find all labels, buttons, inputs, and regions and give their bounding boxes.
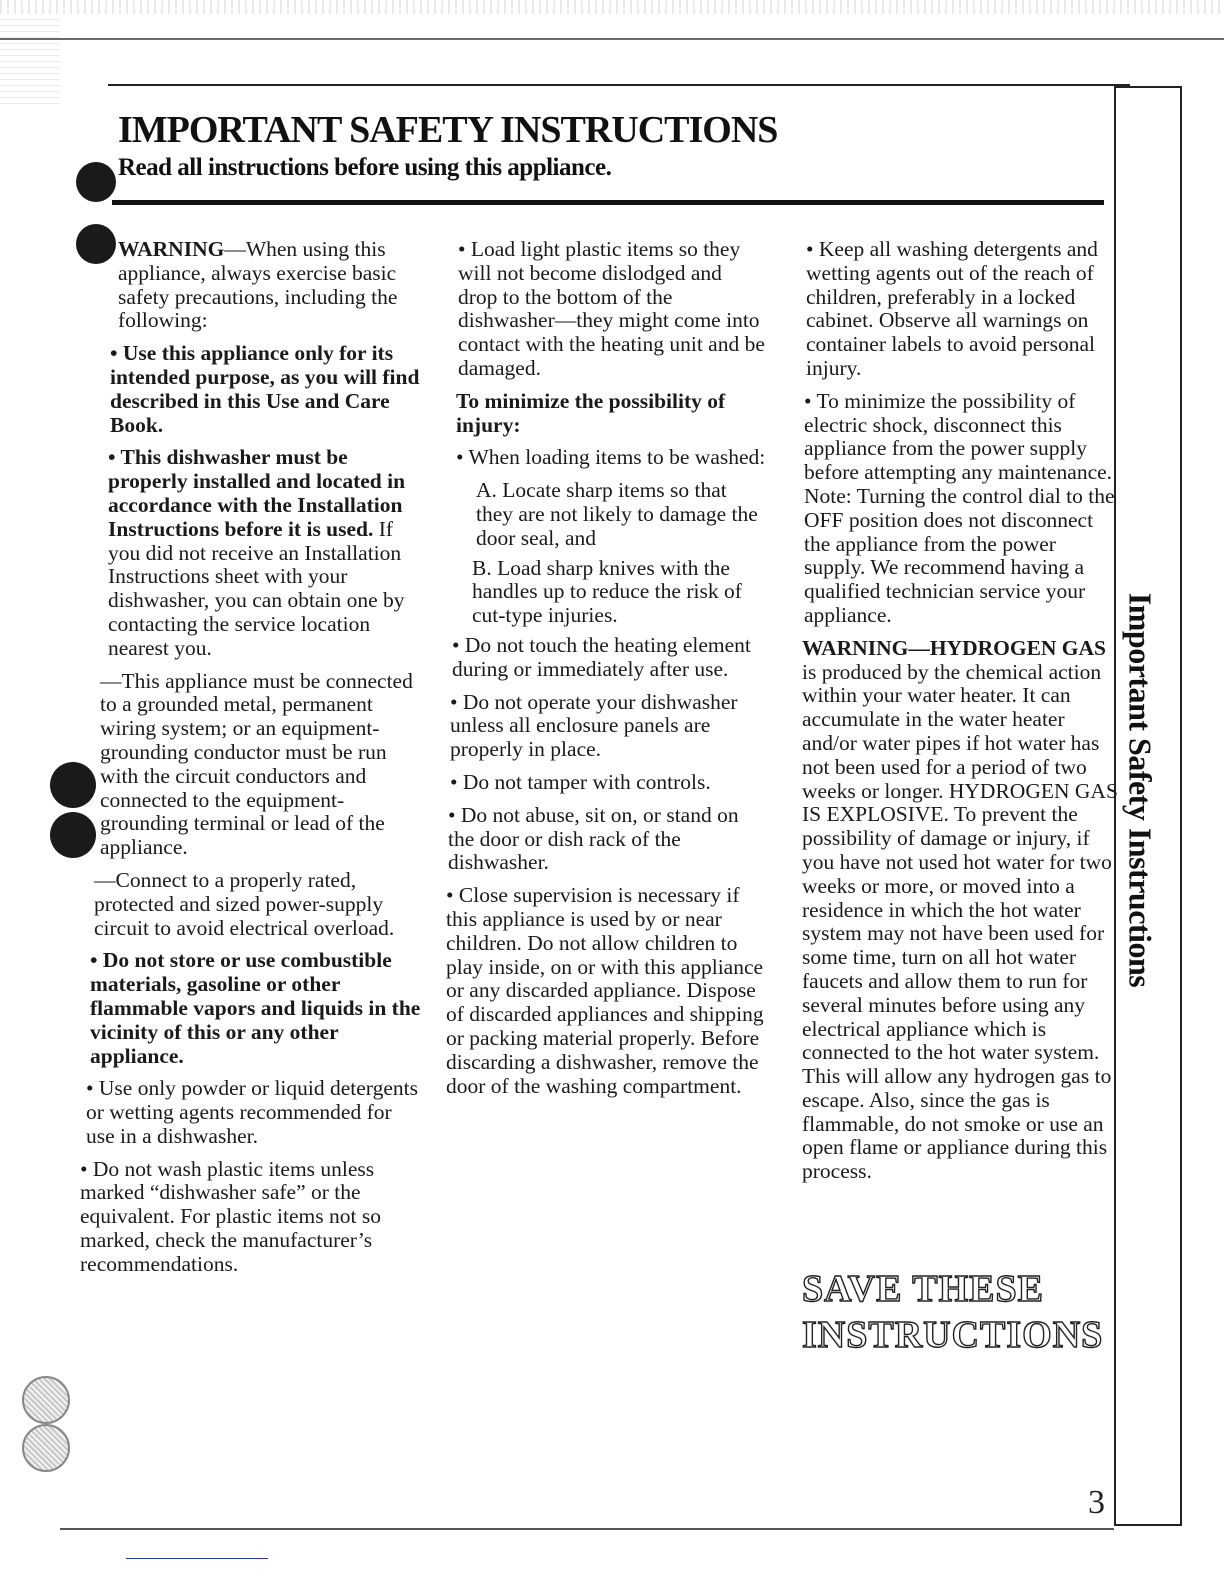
safety-bullet: • Do not abuse, sit on, or stand on the door or dish rack of the dishwasher. [448, 802, 739, 875]
safety-bullet: • Do not store or use combustible materials, gasoline or other flammable vapors and liquids in the vicinity of this or any other appliance. [90, 948, 421, 1068]
scan-noise-left [0, 14, 60, 104]
page-title: IMPORTANT SAFETY INSTRUCTIONS [118, 109, 778, 151]
binder-hole-icon [76, 162, 116, 202]
column-right [800, 238, 1118, 1193]
hydrogen-warning: WARNING—HYDROGEN GAS is produced by the chemical action within your water heater. It can accumulate in the water heater and/or water pipes if hot water has not been used for a period of two weeks or longer. HYDROGEN GAS IS EXPLOSIVE. To prevent the possibility of damage or injury, if you have not used hot water for two weeks or more, or moved into a residence in which the hot water system may not have been used for some time, turn on all hot water faucets and allow them to run for several minutes before using any electrical appliance which is connected to the hot water system. This will allow any hydrogen gas to escape. Also, since the gas is flammable, do not smoke or use an open flame or appliance during this process. [802, 635, 1118, 1184]
warning-label: WARNING—HYDROGEN GAS [802, 635, 1107, 660]
section-tab [1118, 578, 1162, 1002]
safety-bullet: • This dishwasher must be properly installed and located in accordance with the Installation Instructions before it is used. If you did not receive an Installation Instructions sheet with your dishwasher, you can obtain one by contacting the service location nearest you. [108, 445, 406, 660]
column-left [80, 237, 424, 1286]
safety-bullet: • Do not wash plastic items unless marked “dishwasher safe” or the equivalent. For plastic items not so marked, check the manufacturer’s recommendations. [80, 1156, 381, 1276]
list-item: B. Load sharp knives with the handles up to reduce the risk of cut-type injuries. [472, 555, 742, 628]
warning-paragraph: WARNING—When using this appliance, always exercise basic safety precautions, including the following: [118, 237, 398, 333]
warning-label: WARNING [118, 237, 225, 261]
section-tab-label: Important Safety Instructions [1122, 592, 1159, 988]
list-item: A. Locate sharp items so that they are not likely to damage the door seal, and [476, 478, 758, 550]
bottom-rule [60, 1528, 1114, 1530]
safety-paragraph: —Connect to a properly rated, protected and sized power-supply circuit to avoid electrical overload. [94, 867, 395, 940]
bottom-underline [126, 1558, 268, 1559]
column-middle [446, 238, 766, 1107]
scan-noise-top [0, 0, 1224, 14]
top-rule [0, 38, 1224, 40]
binder-hole-icon [22, 1424, 70, 1472]
page-number: 3 [1088, 1484, 1105, 1521]
section-heading: To minimize the possibility of injury: [456, 388, 726, 437]
safety-bullet: • Use this appliance only for its intended purpose, as you will find described in this Use and Care Book. [110, 341, 420, 437]
safety-bullet: • Load light plastic items so they will not become dislodged and drop to the bottom of the dishwasher—they might come into contact with the heating unit and be damaged. [458, 237, 765, 380]
header-rule [108, 84, 1130, 86]
page-subtitle: Read all instructions before using this appliance. [118, 154, 612, 181]
safety-bullet: • Do not tamper with controls. [450, 769, 711, 794]
safety-bullet: • Close supervision is necessary if this appliance is used by or near children. Do not allow children to play inside, on or with this appliance or any discarded appliance. Dispose of discarded appliances and shipping or packing material properly. Before discarding a dishwasher, remove the door of the washing compartment. [446, 883, 764, 1098]
save-instructions-heading: SAVE THESE INSTRUCTIONS [802, 1268, 1104, 1356]
title-rule [112, 200, 1104, 205]
safety-bullet: • To minimize the possibility of electric shock, disconnect this appliance from the power supply before attempting any maintenance. Note: Turning the control dial to the OFF position does not disconnect the appliance from the power supply. We recommend having a qualified technician service your appliance. [804, 388, 1115, 627]
safety-bullet: • When loading items to be washed: [456, 445, 766, 470]
binder-hole-icon [22, 1376, 70, 1424]
safety-bullet: • Use only powder or liquid detergents or wetting agents recommended for use in a dishwasher. [86, 1076, 418, 1148]
safety-bullet: • Keep all washing detergents and wetting agents out of the reach of children, preferably in a locked cabinet. Observe all warnings on container labels to avoid personal injury. [806, 237, 1098, 380]
safety-paragraph: —This appliance must be connected to a grounded metal, permanent wiring system; or an equipment-grounding conductor must be run with the circuit conductors and connected to the equipment-grounding terminal or lead of the appliance. [100, 668, 413, 860]
safety-bullet: • Do not touch the heating element during or immediately after use. [452, 632, 751, 681]
safety-bullet: • Do not operate your dishwasher unless all enclosure panels are properly in place. [450, 689, 738, 762]
